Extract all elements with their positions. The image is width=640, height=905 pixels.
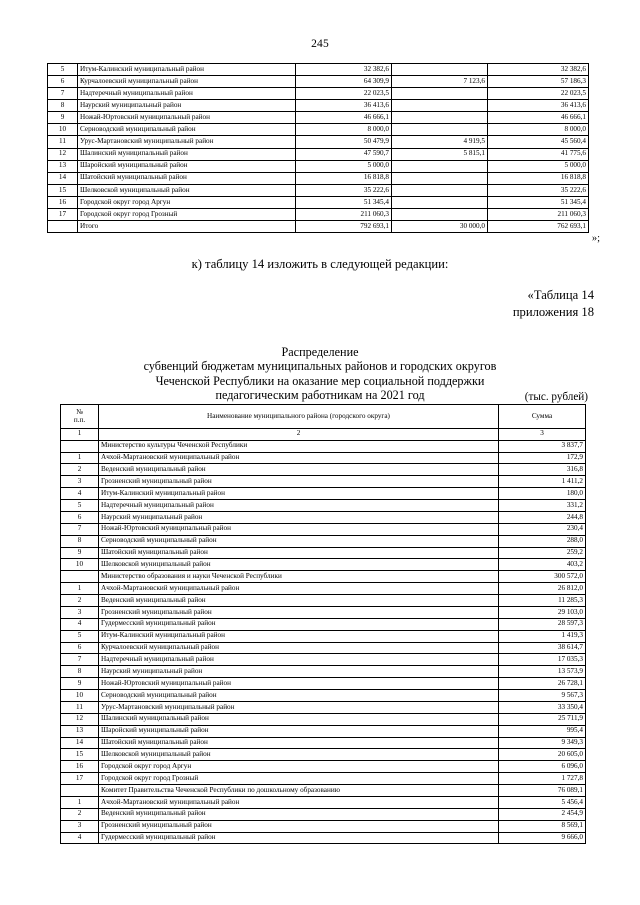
table-row: [61, 452, 586, 464]
row-name: Наурский муниципальный район: [99, 666, 499, 678]
row-number: 6: [61, 642, 99, 654]
row-sum: 403,2: [499, 559, 586, 571]
table-row: [61, 547, 586, 559]
row-sum: 5 456,4: [499, 796, 586, 808]
table-row: [48, 172, 589, 184]
section-sum: 300 572,0: [499, 571, 586, 583]
row-part-a: [392, 208, 488, 220]
table-row: [61, 464, 586, 476]
row-number: 5: [48, 64, 78, 76]
table-section-row: [61, 785, 586, 797]
row-number: [48, 221, 78, 233]
table-row: [61, 832, 586, 844]
table-row: [48, 100, 589, 112]
row-part-b: 46 666,1: [488, 112, 589, 124]
table-row: [61, 488, 586, 500]
row-part-b: 35 222,6: [488, 184, 589, 196]
table-row: [61, 690, 586, 702]
row-name: Ачхой-Мартановский муниципальный район: [99, 583, 499, 595]
row-name: Итум-Калинский муниципальный район: [78, 64, 296, 76]
row-part-b: 51 345,4: [488, 196, 589, 208]
row-number: 1: [61, 583, 99, 595]
row-name: Урус-Мартановский муниципальный район: [78, 136, 296, 148]
row-sum: 230,4: [499, 523, 586, 535]
header-col-number-line2: п.п.: [73, 416, 86, 425]
row-sum: 1 411,2: [499, 476, 586, 488]
row-number: 8: [61, 535, 99, 547]
table-row: [48, 124, 589, 136]
table-title-line1: Распределение: [281, 345, 359, 359]
table-title-line3: Чеченской Республики на оказание мер социальной поддержки: [155, 373, 485, 388]
row-number: 6: [61, 511, 99, 523]
row-name: Веденский муниципальный район: [99, 464, 499, 476]
row-number: 4: [61, 618, 99, 630]
table-row: [61, 606, 586, 618]
header-col-sum: Сумма: [499, 405, 586, 429]
row-name: Шатойский муниципальный район: [99, 547, 499, 559]
table-row: [48, 184, 589, 196]
row-name: Гудермесский муниципальный район: [99, 832, 499, 844]
row-number: 3: [61, 606, 99, 618]
row-name: Надтеречный муниципальный район: [99, 654, 499, 666]
row-part-b: 16 818,8: [488, 172, 589, 184]
table-title-line2: субвенций бюджетам муниципальных районов и городских округов: [143, 359, 497, 374]
column-index-2: 2: [99, 428, 499, 440]
table-row: [48, 160, 589, 172]
row-number: 6: [48, 76, 78, 88]
table-row: [61, 796, 586, 808]
table-row: [61, 749, 586, 761]
row-sum: 11 285,3: [499, 595, 586, 607]
row-sum: 288,0: [499, 535, 586, 547]
section-sum: 76 089,1: [499, 785, 586, 797]
row-part-b: 32 382,6: [488, 64, 589, 76]
row-part-a: [392, 172, 488, 184]
table-row: [48, 64, 589, 76]
row-sum: 9 567,3: [499, 690, 586, 702]
row-name: Гудермесский муниципальный район: [99, 618, 499, 630]
row-number: [61, 785, 99, 797]
row-name: Наурский муниципальный район: [78, 100, 296, 112]
row-name: Надтеречный муниципальный район: [78, 88, 296, 100]
row-number: 2: [61, 808, 99, 820]
row-sum: 25 711,9: [499, 713, 586, 725]
table-row: [61, 725, 586, 737]
row-number: 11: [48, 136, 78, 148]
row-part-a: 30 000,0: [392, 221, 488, 233]
row-part-a: [392, 124, 488, 136]
row-sum: 316,8: [499, 464, 586, 476]
row-part-a: [392, 100, 488, 112]
row-name: Грозненский муниципальный район: [99, 820, 499, 832]
row-sum: 244,8: [499, 511, 586, 523]
table-row: [61, 523, 586, 535]
row-sum: 1 727,8: [499, 773, 586, 785]
paragraph-item-k: к) таблицу 14 изложить в следующей редакции:: [191, 257, 449, 271]
row-part-a: [392, 64, 488, 76]
table-reference-line2: приложения 18: [512, 304, 594, 319]
table-row: [48, 76, 589, 88]
row-name: Ножай-Юртовский муниципальный район: [78, 112, 296, 124]
page-number: 245: [311, 38, 329, 50]
row-number: 9: [61, 547, 99, 559]
row-name: Курчалоевский муниципальный район: [99, 642, 499, 654]
row-sum: 2 454,9: [499, 808, 586, 820]
row-part-b: 762 693,1: [488, 221, 589, 233]
row-sum: 8 569,1: [499, 820, 586, 832]
table-row: [61, 476, 586, 488]
row-name: Серноводский муниципальный район: [99, 535, 499, 547]
subsidy-table-continuation: [47, 63, 588, 233]
row-number: 5: [61, 500, 99, 512]
row-number: 5: [61, 630, 99, 642]
row-total: 211 060,3: [296, 208, 392, 220]
row-total: 22 023,5: [296, 88, 392, 100]
row-total: 792 693,1: [296, 221, 392, 233]
row-sum: 20 605,0: [499, 749, 586, 761]
row-number: 9: [61, 678, 99, 690]
row-sum: 172,9: [499, 452, 586, 464]
row-total: 64 309,9: [296, 76, 392, 88]
row-number: 1: [61, 796, 99, 808]
table-row: [48, 136, 589, 148]
row-sum: 995,4: [499, 725, 586, 737]
row-name: Веденский муниципальный район: [99, 808, 499, 820]
table-row: [61, 535, 586, 547]
row-number: 12: [61, 713, 99, 725]
row-number: 15: [48, 184, 78, 196]
section-sum: 3 837,7: [499, 440, 586, 452]
header-col-name: Наименование муниципального района (городского округа): [99, 405, 499, 429]
row-sum: 28 597,3: [499, 618, 586, 630]
row-total: 16 818,8: [296, 172, 392, 184]
distribution-table-wrap: [60, 404, 585, 844]
row-sum: 9 666,0: [499, 832, 586, 844]
row-total: 35 222,6: [296, 184, 392, 196]
row-number: 16: [61, 761, 99, 773]
header-col-number: [61, 405, 99, 429]
row-name: Серноводский муниципальный район: [78, 124, 296, 136]
row-part-b: 211 060,3: [488, 208, 589, 220]
row-number: 16: [48, 196, 78, 208]
row-sum: 17 035,3: [499, 654, 586, 666]
table-row: [61, 642, 586, 654]
row-number: 17: [61, 773, 99, 785]
row-name: Наурский муниципальный район: [99, 511, 499, 523]
row-sum: 13 573,9: [499, 666, 586, 678]
row-name: Шаройский муниципальный район: [78, 160, 296, 172]
row-sum: 26 812,0: [499, 583, 586, 595]
row-total: 47 590,7: [296, 148, 392, 160]
row-part-a: [392, 112, 488, 124]
row-part-a: [392, 196, 488, 208]
row-number: [61, 571, 99, 583]
row-name: Ачхой-Мартановский муниципальный район: [99, 452, 499, 464]
row-sum: 180,0: [499, 488, 586, 500]
row-name: Итого: [78, 221, 296, 233]
row-number: 4: [61, 488, 99, 500]
table-row: [61, 618, 586, 630]
row-name: Курчалоевский муниципальный район: [78, 76, 296, 88]
row-number: 7: [61, 654, 99, 666]
table-row: [61, 595, 586, 607]
units-label: (тыс. рублей): [524, 391, 588, 403]
row-number: 10: [48, 124, 78, 136]
row-total: 51 345,4: [296, 196, 392, 208]
table-row: [61, 500, 586, 512]
table-row: [61, 713, 586, 725]
table-row: [61, 737, 586, 749]
table-row: [61, 666, 586, 678]
row-number: 2: [61, 595, 99, 607]
table-row: [48, 88, 589, 100]
row-name: Ножай-Юртовский муниципальный район: [99, 523, 499, 535]
row-name: Шелковской муниципальный район: [99, 749, 499, 761]
row-part-a: 7 123,6: [392, 76, 488, 88]
row-part-a: [392, 88, 488, 100]
row-name: Надтеречный муниципальный район: [99, 500, 499, 512]
row-sum: 259,2: [499, 547, 586, 559]
row-number: 4: [61, 832, 99, 844]
row-part-b: 57 186,3: [488, 76, 589, 88]
row-number: 9: [48, 112, 78, 124]
table-reference-line1: «Таблица 14: [527, 288, 594, 302]
row-part-b: 36 413,6: [488, 100, 589, 112]
row-number: 7: [48, 88, 78, 100]
row-name: Ножай-Юртовский муниципальный район: [99, 678, 499, 690]
table-reference-block: [0, 287, 594, 320]
row-sum: 1 419,3: [499, 630, 586, 642]
row-total: 5 000,0: [296, 160, 392, 172]
row-number: 7: [61, 523, 99, 535]
table-row: [61, 559, 586, 571]
row-sum: 9 349,3: [499, 737, 586, 749]
row-part-a: 5 815,1: [392, 148, 488, 160]
table-row: [48, 208, 589, 220]
row-name: Шатойский муниципальный район: [78, 172, 296, 184]
row-part-b: 8 000,0: [488, 124, 589, 136]
row-sum: 33 350,4: [499, 701, 586, 713]
closing-quote: »;: [591, 233, 600, 244]
row-number: 3: [61, 476, 99, 488]
row-number: 8: [48, 100, 78, 112]
table-row: [61, 808, 586, 820]
row-name: Урус-Мартановский муниципальный район: [99, 701, 499, 713]
table-row: [61, 630, 586, 642]
row-name: Грозненский муниципальный район: [99, 606, 499, 618]
row-number: 14: [48, 172, 78, 184]
table-row: [61, 678, 586, 690]
row-part-b: 45 560,4: [488, 136, 589, 148]
row-name: Городской округ город Аргун: [99, 761, 499, 773]
row-name: Городской округ город Аргун: [78, 196, 296, 208]
table-row: [61, 761, 586, 773]
row-name: Веденский муниципальный район: [99, 595, 499, 607]
table-row: [61, 773, 586, 785]
row-total: 46 666,1: [296, 112, 392, 124]
table-title-line4: педагогическим работникам на 2021 год: [215, 387, 425, 402]
row-number: [61, 440, 99, 452]
table-row: [48, 148, 589, 160]
row-part-b: 5 000,0: [488, 160, 589, 172]
row-number: 10: [61, 690, 99, 702]
row-number: 12: [48, 148, 78, 160]
table-row: [61, 701, 586, 713]
section-name: Комитет Правительства Чеченской Республики по дошкольному образованию: [99, 785, 499, 797]
section-name: Министерство образования и науки Чеченской Республики: [99, 571, 499, 583]
table-1: [47, 63, 589, 233]
row-number: 14: [61, 737, 99, 749]
row-name: Шаройский муниципальный район: [99, 725, 499, 737]
row-name: Грозненский муниципальный район: [99, 476, 499, 488]
row-number: 10: [61, 559, 99, 571]
section-name: Министерство культуры Чеченской Республики: [99, 440, 499, 452]
table-section-row: [61, 571, 586, 583]
table-row: [61, 820, 586, 832]
row-name: Шатойский муниципальный район: [99, 737, 499, 749]
row-number: 13: [48, 160, 78, 172]
row-name: Шалинский муниципальный район: [78, 148, 296, 160]
table-row: [48, 112, 589, 124]
table-row: [61, 583, 586, 595]
row-number: 17: [48, 208, 78, 220]
row-name: Шелковской муниципальный район: [99, 559, 499, 571]
column-index-1: 1: [61, 428, 99, 440]
column-index-3: 3: [499, 428, 586, 440]
table-row: [48, 196, 589, 208]
row-sum: 331,2: [499, 500, 586, 512]
row-name: Шалинский муниципальный район: [99, 713, 499, 725]
row-part-a: [392, 184, 488, 196]
row-total: 8 000,0: [296, 124, 392, 136]
row-number: 2: [61, 464, 99, 476]
row-name: Ачхой-Мартановский муниципальный район: [99, 796, 499, 808]
row-sum: 38 614,7: [499, 642, 586, 654]
row-name: Итум-Калинский муниципальный район: [99, 630, 499, 642]
row-total: 50 479,9: [296, 136, 392, 148]
row-total: 36 413,6: [296, 100, 392, 112]
table-2: [60, 404, 586, 844]
table-row: [61, 654, 586, 666]
row-name: Шелковской муниципальный район: [78, 184, 296, 196]
row-number: 8: [61, 666, 99, 678]
table-header-row: [61, 405, 586, 429]
row-name: Городской округ город Грозный: [78, 208, 296, 220]
row-sum: 29 103,0: [499, 606, 586, 618]
row-name: Серноводский муниципальный район: [99, 690, 499, 702]
table-row: [48, 221, 589, 233]
table-section-row: [61, 440, 586, 452]
row-number: 13: [61, 725, 99, 737]
row-number: 1: [61, 452, 99, 464]
row-part-b: 22 023,5: [488, 88, 589, 100]
row-part-a: 4 919,5: [392, 136, 488, 148]
row-number: 3: [61, 820, 99, 832]
row-name: Городской округ город Грозный: [99, 773, 499, 785]
row-name: Итум-Калинский муниципальный район: [99, 488, 499, 500]
row-part-a: [392, 160, 488, 172]
row-sum: 26 728,1: [499, 678, 586, 690]
table-row: [61, 511, 586, 523]
header-col-number-line1: №: [76, 407, 83, 416]
row-part-b: 41 775,6: [488, 148, 589, 160]
row-sum: 6 096,0: [499, 761, 586, 773]
row-number: 15: [61, 749, 99, 761]
row-number: 11: [61, 701, 99, 713]
row-total: 32 382,6: [296, 64, 392, 76]
table-column-numbering-row: [61, 428, 586, 440]
